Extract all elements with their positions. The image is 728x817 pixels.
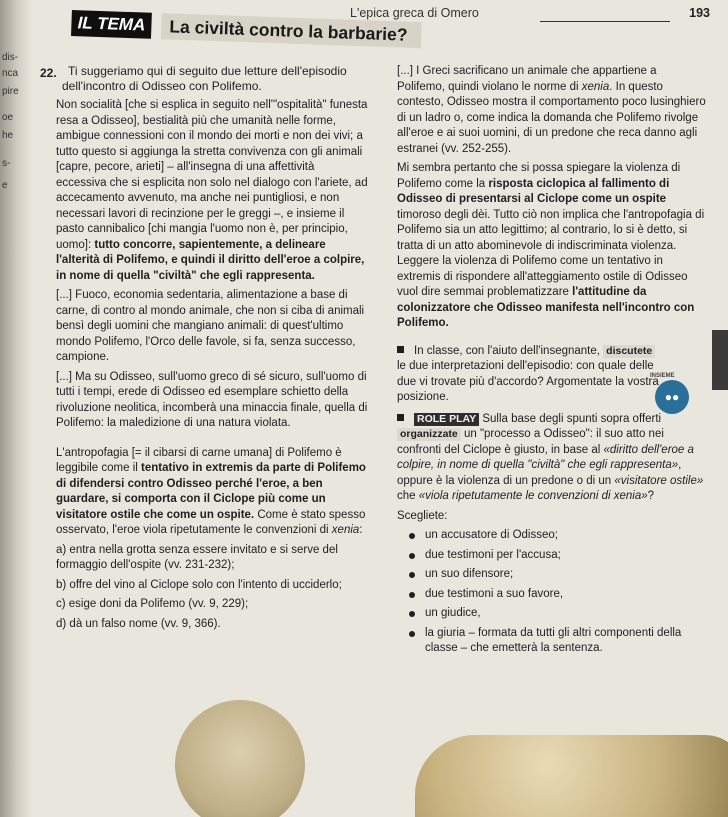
- book-spine-shadow: [0, 0, 30, 817]
- role-item: due testimoni a suo favore,: [397, 587, 707, 603]
- insieme-badge-icon: ●●: [655, 380, 689, 414]
- reading-2-paragraph: [56, 446, 368, 539]
- reading-1-bold: tutto concorre, sapientemente, a delineare l'alterità di Polifemo, e quindi il diritto dell'eroe a colpire, in nome di quella "civiltà" che egli rappresenta.: [56, 238, 365, 282]
- spine-fragment: dis-: [2, 52, 19, 63]
- reading-2-colon: :: [359, 524, 363, 536]
- spine-fragment: oe: [2, 112, 14, 123]
- role-item: due testimoni per l'accusa;: [397, 548, 707, 564]
- left-column: [56, 98, 368, 636]
- reading-2-text: L'antropofagia [= il cibarsi di carne umana] di Polifemo è leggibile come il: [56, 446, 342, 474]
- tema-label: IL TEMA: [71, 10, 152, 39]
- xenia-term: xenia: [581, 80, 610, 93]
- activity-bullet: [397, 414, 404, 421]
- role-play-quote-3: «viola ripetutamente le convenzioni di xenia»: [418, 490, 648, 502]
- organizzate-highlight: organizzate: [397, 428, 461, 441]
- page-number: 193: [689, 6, 710, 20]
- reading-3-text-3: Mi sembra pertanto che si possa spiegare la violenza di Polifemo come la: [397, 162, 681, 190]
- violation-item: b) offre del vino al Ciclope solo con l'intento di ucciderlo;: [56, 578, 342, 591]
- discutete-highlight: discutete: [603, 345, 655, 358]
- spine-fragment: s-: [2, 158, 11, 169]
- scegliete-label: Scegliete:: [397, 509, 448, 522]
- role-item: un accusatore di Odisseo;: [397, 528, 707, 544]
- reading-1-text: Non socialità [che si esplica in seguito nell'"ospitalità" funesta resa a Odisseo], bestialità più che umanità nelle forme, ambigue connessioni con il mondo dei morti e non dei vivi; a tutto questo si aggiunga la stretta convivenza con gli animali [capre, pecore, arieti] – all'insegna di una affettività eccessiva che si esplicita non solo nel dialogo con l'ariete, ad accecamento avvenuto, ma anche nei puntigliosi, e non necessari lavori di recinzione per le greggi –, e insieme il pasto cannibalico [chi mangia l'uomo non è, per principio, uomo]:: [56, 99, 368, 251]
- reading-3-bold-2: l'attitudine da colonizzatore che Odisseo manifesta nell'incontro con Polifemo.: [397, 286, 695, 329]
- reading-3-text: [...] I Greci sacrificano un animale che appartiene a Polifemo, quindi violano le norme di: [397, 65, 657, 93]
- spine-fragment: he: [2, 130, 14, 141]
- reading-1-paragraph: [56, 98, 368, 284]
- reading-3-bold: risposta ciclopica al fallimento di Odisseo di presentarsi al Ciclope come un ospite: [397, 177, 670, 205]
- reading-1-paragraph-2: [...] Fuoco, economia sedentaria, alimentazione a base di carne, di contro al mondo animale, che non si ciba di animali bensì degli uomini che mangiano animali: di quest'ultimo mondo Polifemo, l'Orco delle favole, si fa, senza successo, campione.: [56, 289, 365, 363]
- exercise-intro: Ti suggeriamo qui di seguito due letture dell'episodio dell'incontro di Odisseo con Polifemo.: [62, 64, 347, 93]
- violation-item: d) dà un falso nome (vv. 9, 366).: [56, 617, 221, 630]
- role-play-question-mark: ?: [647, 490, 655, 502]
- reading-2-text-2: Come è stato spesso osservato, l'eroe viola ripetutamente le convenzioni di: [56, 508, 366, 536]
- role-play-text: Sulla base degli spunti sopra offerti: [479, 412, 662, 425]
- violation-item: c) esige doni da Polifemo (vv. 9, 229);: [56, 598, 249, 610]
- reading-1-paragraph-3: [...] Ma su Odisseo, sull'uomo greco di sé sicuro, sull'uomo di tutti i tempi, erede di Odisseo ed esemplare schietto della rivoluzione neolitica, incomberà una minaccia finale, quella di Polifemo: la maledizione di una natura violata.: [56, 370, 368, 429]
- role-play-quote-2: «visitatore ostile»: [614, 474, 704, 487]
- role-item: la giuria – formata da tutti gli altri componenti della classe – che emetterà la sentenza.: [397, 626, 707, 657]
- reading-3-text-4: timoroso degli dèi. Tutto ciò non implica che l'antropofagia di Polifemo sia un atto legittimo; al contrario, lo si è detto, si tratta di un atto abominevole di indiscriminata violenza. Leggere la violenza di Polifemo come un tentativo in extremis di rispondere all'atteggiamento ostile di Odisseo vuol dire semmai problematizzare: [397, 208, 705, 298]
- activity-text-2: le due interpretazioni dell'episodio: con quale delle due vi trovate più d'accordo? Argomentate la vostra posizione.: [397, 360, 659, 403]
- roles-list: [397, 528, 707, 657]
- reading-3-paragraph-2: [397, 161, 707, 332]
- xenia-term: xenia: [331, 524, 360, 536]
- role-play-text-4: che: [397, 490, 419, 502]
- statue-image: [415, 735, 728, 817]
- right-column: [397, 64, 707, 661]
- reading-3-text-2: . In questo contesto, Odisseo mostra il comportamento poco lusinghiero di un ladro o, come indica la domanda che Polifemo rivolge all'eroe e ai suoi uomini, di un predone che reca danno agli estranei (vv. 252-255).: [397, 80, 706, 155]
- page-edge-tab: [712, 330, 728, 390]
- statue-head-image: [175, 700, 305, 817]
- role-play-text-3: , oppure è la violenza di un predone o di un: [397, 459, 682, 487]
- reading-3-paragraph: [397, 64, 707, 157]
- spine-fragment: nca: [2, 68, 19, 79]
- activity-text: In classe, con l'aiuto dell'insegnante,: [414, 344, 604, 357]
- spine-fragment: e: [2, 180, 8, 191]
- tema-title: La civiltà contro la barbarie?: [161, 13, 422, 48]
- spine-fragment: pire: [2, 86, 19, 97]
- exercise-number: 22.: [40, 66, 57, 80]
- reading-2-bold: tentativo in extremis da parte di Polifemo di difendersi contro Odisseo perché l'eroe, a ben guardare, si comporta con il Ciclope più come un visitatore ostile che come un ospite.: [56, 462, 366, 521]
- role-play-quote: «diritto dell'eroe a colpire, in nome di quella "civiltà" che egli rappresenta»: [397, 443, 694, 471]
- role-play-badge: ROLE PLAY: [414, 413, 479, 426]
- role-item: un suo difensore;: [397, 567, 707, 583]
- activity-bullet: [397, 346, 404, 353]
- header-rule: [540, 21, 670, 22]
- role-item: un giudice,: [397, 606, 707, 622]
- running-title: L'epica greca di Omero: [350, 6, 479, 20]
- role-play-text-2: un "processo a Odisseo": il suo atto nei confronti del Ciclope è giusto, in base al: [397, 428, 664, 456]
- insieme-label: INSIEME: [650, 373, 675, 379]
- activity-role-play: [397, 412, 707, 505]
- violation-item: a) entra nella grotta senza essere invitato e si serve del formaggio dell'ospite (vv. 231-232);: [56, 543, 338, 571]
